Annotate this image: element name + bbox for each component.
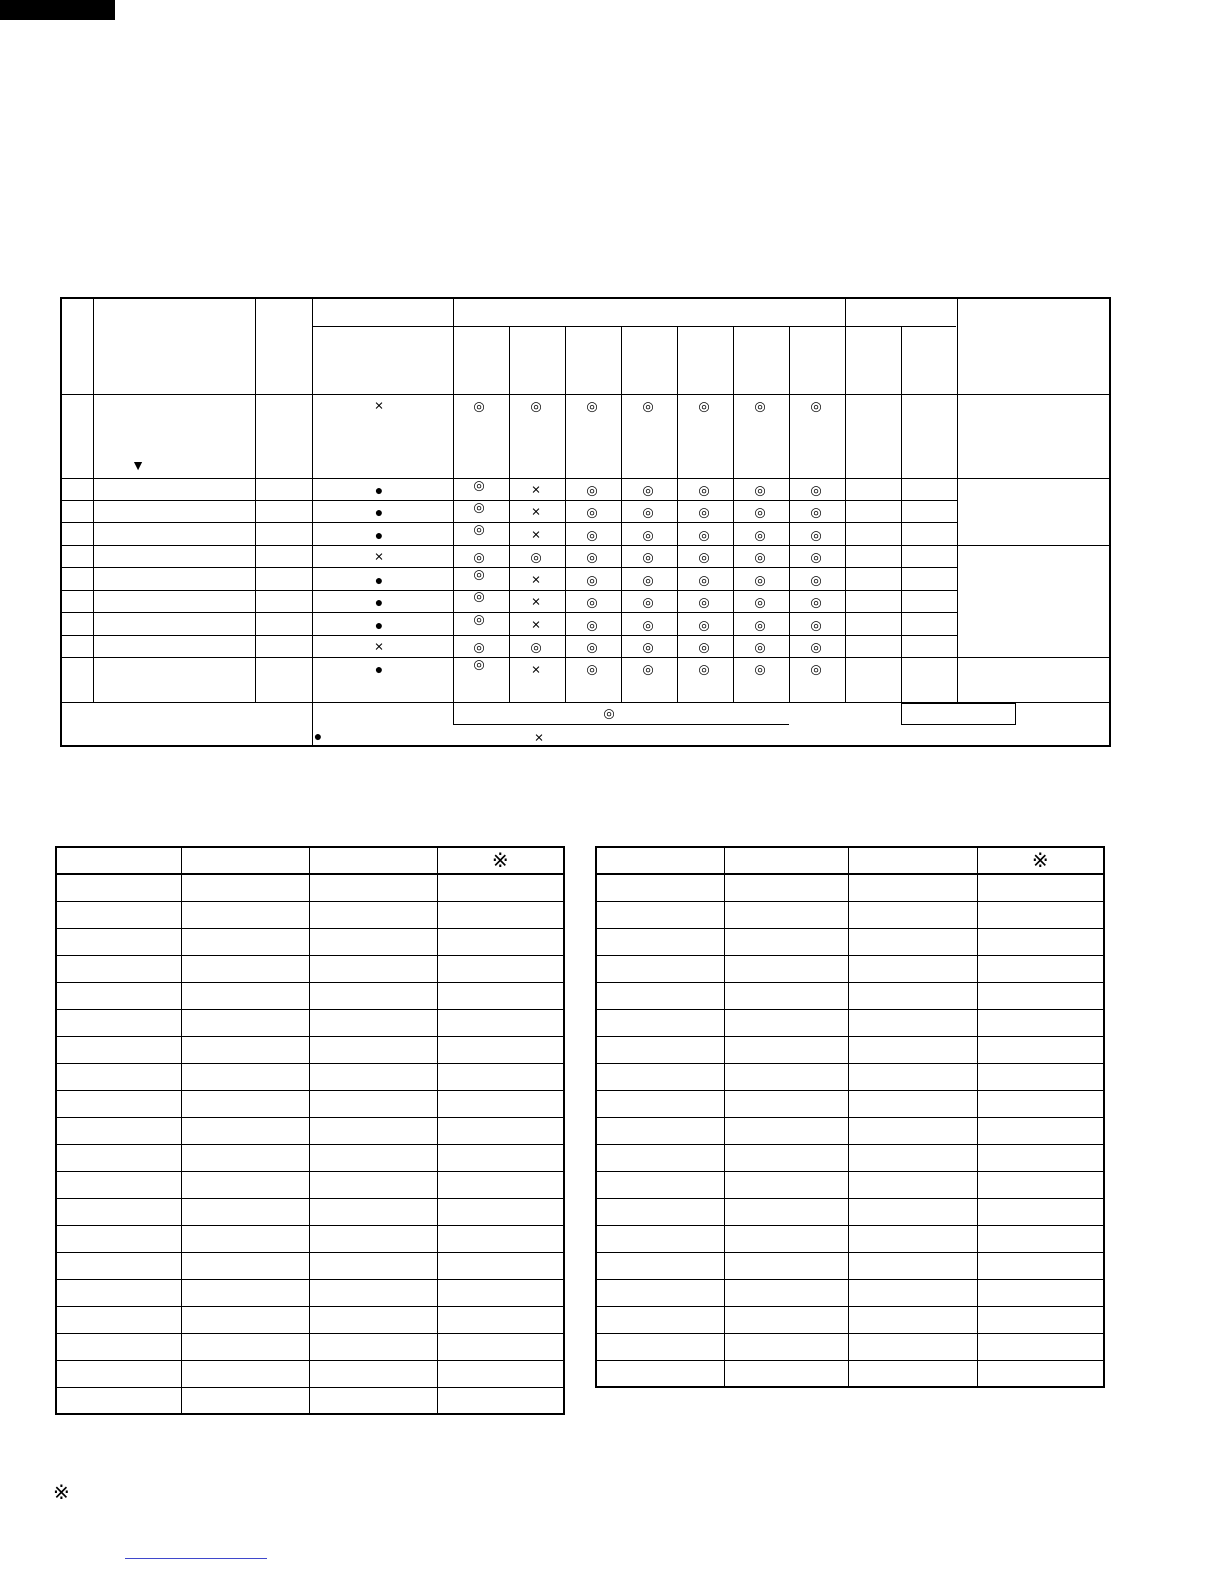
matrix-cell: ◎ xyxy=(473,398,485,414)
matrix-cell: ◎ xyxy=(810,572,822,588)
matrix-cell: ◎ xyxy=(754,527,766,543)
matrix-cell: ◎ xyxy=(473,639,485,655)
matrix-cell: × xyxy=(531,616,541,634)
matrix-cell: × xyxy=(531,481,541,499)
matrix-cell: ◎ xyxy=(586,572,598,588)
matrix-cell: ◎ xyxy=(698,482,710,498)
matrix-cell: ◎ xyxy=(754,549,766,565)
matrix-cell: ◎ xyxy=(530,639,542,655)
matrix-cell: ◎ xyxy=(754,482,766,498)
down-triangle-icon: ▼ xyxy=(131,457,145,473)
matrix-cell: ◎ xyxy=(586,527,598,543)
matrix-cell: ◎ xyxy=(642,661,654,677)
matrix-cell: ◎ xyxy=(698,504,710,520)
matrix-cell: ◎ xyxy=(754,639,766,655)
matrix-cell: ● xyxy=(374,617,384,633)
matrix-cell: ◎ xyxy=(473,477,485,493)
compatibility-matrix xyxy=(60,297,1111,747)
matrix-cell: ◎ xyxy=(698,594,710,610)
matrix-cell: ◎ xyxy=(810,527,822,543)
matrix-cell: ◎ xyxy=(698,527,710,543)
header-note-mark: ※ xyxy=(437,847,564,874)
matrix-cell: ● xyxy=(374,661,384,677)
legend-box xyxy=(901,703,1016,725)
matrix-cell: ◎ xyxy=(642,482,654,498)
footnote-mark: ※ xyxy=(53,1482,70,1504)
matrix-cell: ◎ xyxy=(586,617,598,633)
matrix-cell: ● xyxy=(374,482,384,498)
matrix-cell: ◎ xyxy=(473,611,485,627)
matrix-cell: ◎ xyxy=(642,639,654,655)
matrix-cell: ◎ xyxy=(642,527,654,543)
matrix-cell: × xyxy=(531,503,541,521)
matrix-cell: ◎ xyxy=(754,617,766,633)
matrix-cell: ◎ xyxy=(754,594,766,610)
page-tab-marker xyxy=(0,0,115,20)
matrix-cell: ◎ xyxy=(810,549,822,565)
matrix-cell: ◎ xyxy=(473,521,485,537)
matrix-cell: ◎ xyxy=(698,639,710,655)
matrix-cell: ◎ xyxy=(754,661,766,677)
matrix-cell: ◎ xyxy=(473,566,485,582)
matrix-cell: ◎ xyxy=(586,482,598,498)
matrix-cell: ◎ xyxy=(642,594,654,610)
matrix-cell: ◎ xyxy=(473,499,485,515)
matrix-cell: × xyxy=(374,548,384,566)
matrix-cell: ◎ xyxy=(698,398,710,414)
matrix-cell: ◎ xyxy=(530,398,542,414)
matrix-cell: ◎ xyxy=(586,594,598,610)
matrix-cell: × xyxy=(531,661,541,679)
matrix-cell: ◎ xyxy=(698,661,710,677)
matrix-cell: ◎ xyxy=(810,661,822,677)
matrix-cell: × xyxy=(531,593,541,611)
right-data-table xyxy=(595,846,1105,1388)
matrix-cell: ◎ xyxy=(586,639,598,655)
legend-double-circle: ◎ xyxy=(603,705,615,721)
matrix-cell: ◎ xyxy=(642,504,654,520)
matrix-cell: ◎ xyxy=(698,617,710,633)
left-data-table xyxy=(55,846,565,1415)
legend-cross: × xyxy=(534,729,544,747)
matrix-cell: ◎ xyxy=(586,504,598,520)
matrix-cell: ◎ xyxy=(473,549,485,565)
matrix-cell: ● xyxy=(374,572,384,588)
matrix-cell: ◎ xyxy=(586,661,598,677)
matrix-cell: ◎ xyxy=(586,398,598,414)
matrix-cell: ◎ xyxy=(642,398,654,414)
matrix-cell: ◎ xyxy=(473,588,485,604)
matrix-cell: ◎ xyxy=(810,617,822,633)
matrix-cell: ◎ xyxy=(810,504,822,520)
matrix-cell: ◎ xyxy=(810,594,822,610)
matrix-cell: ◎ xyxy=(530,549,542,565)
matrix-cell: ◎ xyxy=(810,482,822,498)
matrix-cell: ◎ xyxy=(586,549,598,565)
matrix-cell: ◎ xyxy=(754,504,766,520)
matrix-cell: × xyxy=(374,638,384,656)
matrix-cell: ● xyxy=(374,504,384,520)
legend-dot: ● xyxy=(313,728,323,744)
footer-link-underline[interactable] xyxy=(125,1558,267,1559)
matrix-cell: ◎ xyxy=(473,656,485,672)
matrix-cell: ◎ xyxy=(698,549,710,565)
matrix-cell: ◎ xyxy=(642,617,654,633)
matrix-cell: × xyxy=(531,526,541,544)
matrix-cell: × xyxy=(531,571,541,589)
matrix-cell: ◎ xyxy=(642,549,654,565)
matrix-cell: ◎ xyxy=(810,398,822,414)
matrix-cell: ◎ xyxy=(810,639,822,655)
header-note-mark: ※ xyxy=(977,847,1104,874)
matrix-cell: ◎ xyxy=(698,572,710,588)
matrix-cell: × xyxy=(374,397,384,415)
matrix-cell: ● xyxy=(374,594,384,610)
matrix-cell: ◎ xyxy=(754,572,766,588)
matrix-cell: ● xyxy=(374,527,384,543)
matrix-cell: ◎ xyxy=(754,398,766,414)
matrix-cell: ◎ xyxy=(642,572,654,588)
